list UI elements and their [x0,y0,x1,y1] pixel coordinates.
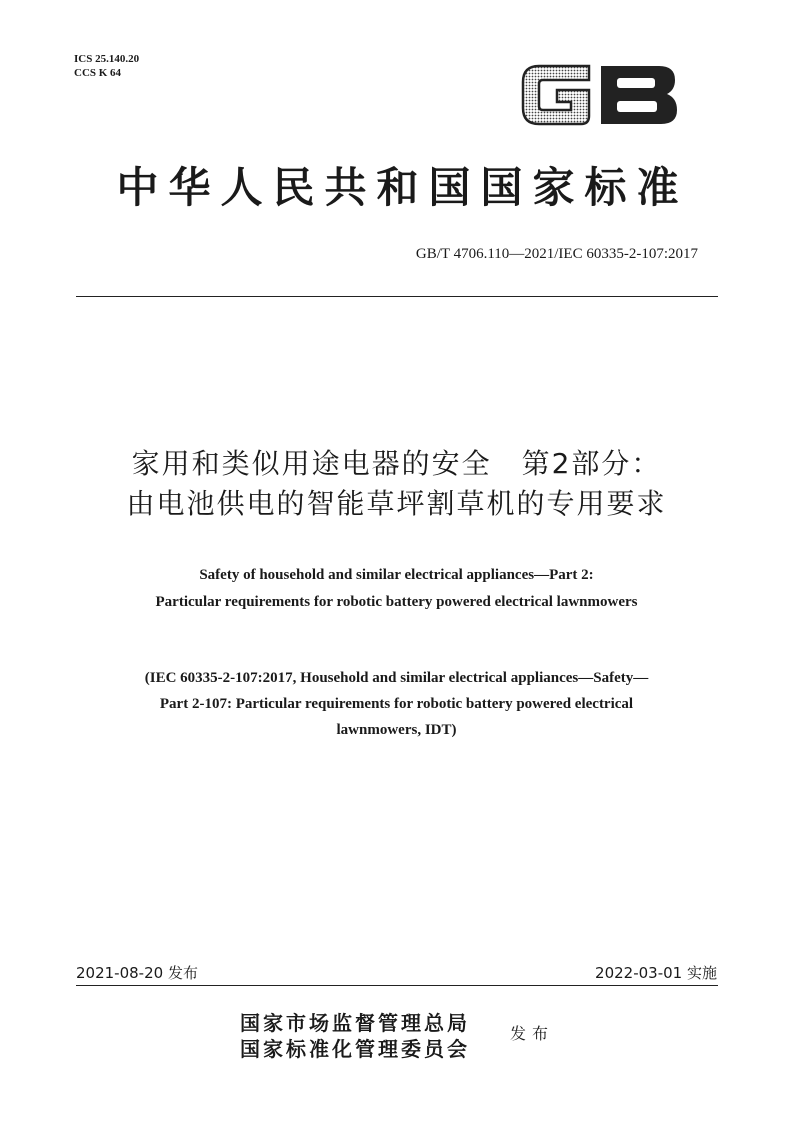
chinese-title-line-1: 家用和类似用途电器的安全 第2部分： [131,447,662,480]
iec-equivalence-note [0,665,793,743]
national-standard-heading: 中华人民共和国国家标准 [116,163,689,212]
iec-note-line-3: lawnmowers, IDT) [336,722,457,738]
issuer-samr: 国家市场监督管理总局 [240,1011,470,1035]
issuing-authorities [240,1010,470,1062]
classification-codes [74,52,139,80]
footer-divider [76,985,718,986]
ccs-code: CCS K 64 [74,67,122,79]
iec-note-line-1: (IEC 60335-2-107:2017, Household and similar electrical appliances—Safety— [144,670,649,686]
english-title [0,562,793,616]
issue-date: 2021-08-20 发布 [76,964,198,982]
implementation-date: 2022-03-01 实施 [595,964,717,982]
iec-note-line-2: Part 2-107: Particular requirements for robotic battery powered electrical [159,696,634,712]
issuer-sac: 国家标准化管理委员会 [240,1037,470,1061]
english-title-line-1: Safety of household and similar electrical appliances—Part 2: [199,567,594,583]
gb-logo [519,60,679,128]
ics-code: ICS 25.140.20 [74,53,140,65]
chinese-title [0,444,793,524]
chinese-title-line-2: 由电池供电的智能草坪割草机的专用要求 [126,487,667,520]
english-title-line-2: Particular requirements for robotic battery powered electrical lawnmowers [155,594,638,610]
header-divider [76,296,718,297]
standard-number: GB/T 4706.110—2021/IEC 60335-2-107:2017 [415,246,698,262]
publish-label: 发布 [510,1024,555,1043]
